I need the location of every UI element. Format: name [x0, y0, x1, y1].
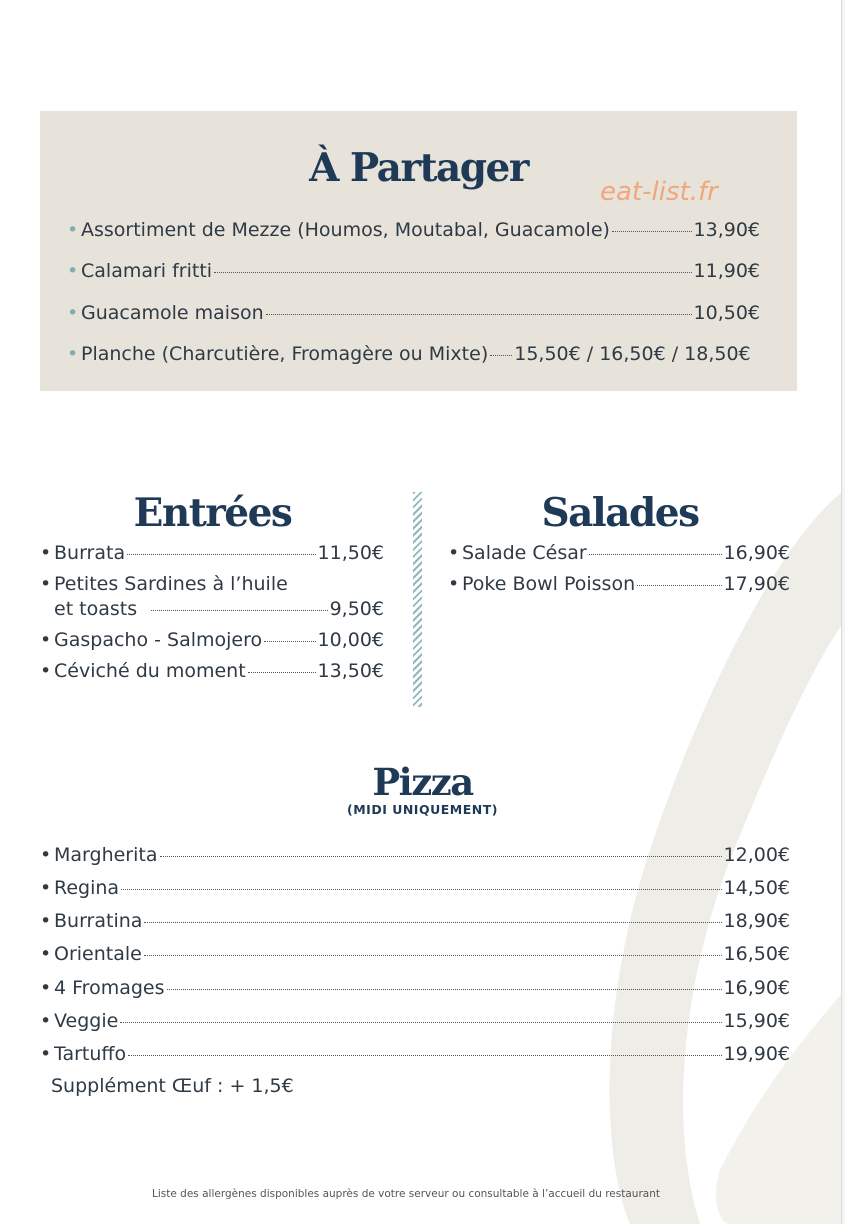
dot-leader [167, 989, 722, 990]
menu-item [448, 542, 790, 564]
item-name: Guacamole maison [81, 302, 264, 324]
item-price: 18,90€ [723, 910, 790, 932]
item-name: Petites Sardines à l’huile [54, 573, 288, 595]
item-name: Calamari fritti [81, 260, 213, 282]
menu-item [40, 542, 384, 564]
item-price: 13,90€ [693, 219, 760, 241]
dot-leader [264, 641, 315, 642]
item-price: 14,50€ [723, 877, 790, 899]
item-price: 10,00€ [317, 629, 384, 651]
item-name: Veggie [54, 1010, 119, 1032]
item-price: 19,90€ [723, 1043, 790, 1065]
item-name: 4 Fromages [54, 977, 165, 999]
item-price: 16,50€ [723, 943, 790, 965]
item-name: Céviché du moment [54, 660, 246, 682]
item-price: 11,50€ [317, 542, 384, 564]
watermark: eat-list.fr [600, 177, 718, 207]
page-edge [841, 0, 845, 1224]
bullet-icon: • [67, 219, 79, 241]
dot-leader [120, 1022, 721, 1023]
dot-leader [214, 272, 691, 273]
menu-item [40, 1010, 790, 1032]
bullet-icon: • [448, 542, 460, 564]
bullet-icon: • [67, 343, 79, 365]
pizza-title: Pizza [372, 760, 473, 804]
dot-leader [266, 314, 692, 315]
dot-leader [589, 554, 722, 555]
menu-item [40, 877, 790, 899]
item-price: 11,90€ [693, 260, 760, 282]
share-section [40, 111, 797, 391]
menu-item [67, 302, 760, 324]
menu-item-continuation [54, 598, 384, 620]
share-title: À Partager [309, 145, 528, 191]
item-price: 16,90€ [723, 977, 790, 999]
menu-item [448, 573, 790, 595]
bullet-icon: • [40, 629, 52, 651]
menu-item [40, 573, 384, 595]
bullet-icon: • [40, 877, 52, 899]
menu-item [67, 260, 760, 282]
bullet-icon: • [40, 943, 52, 965]
menu-item [67, 343, 760, 365]
bullet-icon: • [40, 844, 52, 866]
bullet-icon: • [40, 573, 52, 595]
bullet-icon: • [67, 260, 79, 282]
item-name-line2: et toasts [54, 598, 138, 620]
item-name: Gaspacho - Salmojero [54, 629, 263, 651]
menu-item [40, 629, 384, 651]
item-price: 9,50€ [329, 598, 384, 620]
item-price: 17,90€ [723, 573, 790, 595]
item-name: Burrata [54, 542, 126, 564]
bullet-icon: • [40, 977, 52, 999]
pizza-supplement: Supplément Œuf : + 1,5€ [51, 1075, 294, 1097]
menu-item [40, 660, 384, 682]
dot-leader [490, 355, 512, 356]
bullet-icon: • [40, 542, 52, 564]
bullet-icon: • [40, 910, 52, 932]
item-name: Margherita [54, 844, 158, 866]
allergen-footer-note: Liste des allergènes disponibles auprès de votre serveur ou consultable à l’accueil du restaurant [152, 1188, 660, 1200]
item-name: Planche (Charcutière, Fromagère ou Mixte) [81, 343, 489, 365]
pizza-subtitle: (MIDI UNIQUEMENT) [347, 802, 498, 817]
item-name: Poke Bowl Poisson [462, 573, 636, 595]
item-price: 16,90€ [723, 542, 790, 564]
item-name: Orientale [54, 943, 142, 965]
item-price: 15,50€ / 16,50€ / 18,50€ [514, 343, 751, 365]
item-name: Burratina [54, 910, 143, 932]
item-price: 10,50€ [693, 302, 760, 324]
dot-leader [121, 889, 721, 890]
item-price: 15,90€ [723, 1010, 790, 1032]
dot-leader [151, 610, 327, 611]
dot-leader [128, 1055, 721, 1056]
dot-leader [144, 955, 722, 956]
salades-title: Salades [541, 490, 699, 536]
menu-item [40, 943, 790, 965]
column-divider [413, 492, 422, 707]
menu-item [40, 844, 790, 866]
item-name: Tartuffo [54, 1043, 127, 1065]
bullet-icon: • [67, 302, 79, 324]
menu-item [40, 977, 790, 999]
item-name: Regina [54, 877, 120, 899]
dot-leader [612, 231, 692, 232]
item-name: Assortiment de Mezze (Houmos, Moutabal, Guacamole) [81, 219, 610, 241]
item-name: Salade César [462, 542, 587, 564]
bullet-icon: • [448, 573, 460, 595]
menu-item [40, 1043, 790, 1065]
bullet-icon: • [40, 660, 52, 682]
item-price: 13,50€ [317, 660, 384, 682]
menu-item [67, 219, 760, 241]
dot-leader [160, 856, 722, 857]
menu-item [40, 910, 790, 932]
entrees-title: Entrées [133, 490, 292, 536]
dot-leader [127, 554, 315, 555]
item-price: 12,00€ [723, 844, 790, 866]
dot-leader [637, 585, 721, 586]
bullet-icon: • [40, 1043, 52, 1065]
dot-leader [144, 922, 721, 923]
dot-leader [248, 672, 316, 673]
bullet-icon: • [40, 1010, 52, 1032]
